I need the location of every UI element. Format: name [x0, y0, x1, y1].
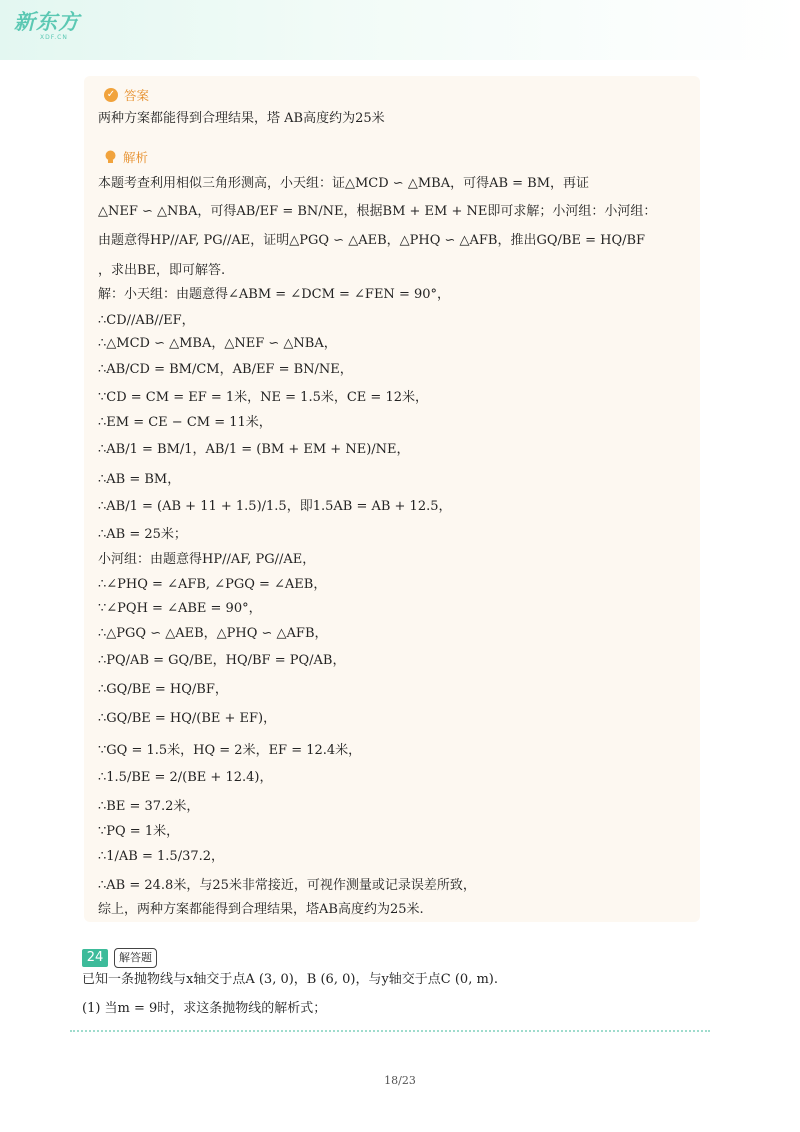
- analysis-line: ∴△MCD ∽ △MBA，△NEF ∽ △NBA，: [98, 336, 337, 351]
- analysis-line: ∴EM = CE − CM = 11米，: [98, 415, 272, 430]
- analysis-line: ∵PQ = 1米，: [98, 824, 180, 839]
- analysis-line: ∴PQ/AB = GQ/BE，HQ/BF = PQ/AB，: [98, 653, 346, 668]
- analysis-line: ∴△PGQ ∽ △AEB，△PHQ ∽ △AFB，: [98, 626, 328, 641]
- analysis-line: ∴AB = BM，: [98, 472, 181, 487]
- analysis-line: ∴GQ/BE = HQ/(BE + EF)，: [98, 711, 277, 726]
- answer-text: 两种方案都能得到合理结果，塔 AB高度约为25米: [98, 111, 385, 126]
- analysis-line: ∵CD = CM = EF = 1米，NE = 1.5米，CE = 12米，: [98, 390, 428, 405]
- analysis-heading: 解析: [104, 148, 148, 166]
- analysis-line: ∴AB = 24.8米，与25米非常接近，可视作测量或记录误差所致，: [98, 878, 476, 893]
- analysis-line: 由题意得HP//AF, PG//AE，证明△PGQ ∽ △AEB，△PHQ ∽ △AFB，推出GQ/BE = HQ/BF: [98, 233, 646, 248]
- analysis-line: 综上，两种方案都能得到合理结果，塔AB高度约为25米.: [98, 902, 424, 917]
- question-type-tag: 解答题: [114, 948, 157, 968]
- dotted-divider: [70, 1030, 710, 1032]
- answer-analysis-card: [84, 76, 700, 922]
- xdf-logo: 新东方 XDF.CN: [14, 10, 80, 41]
- analysis-line: 解：小天组：由题意得∠ABM = ∠DCM = ∠FEN = 90°，: [98, 287, 451, 302]
- question-stem: 已知一条抛物线与x轴交于点A (3, 0)，B (6, 0)，与y轴交于点C (0, m).: [82, 972, 499, 987]
- answer-heading: ✓ 答案: [104, 86, 149, 104]
- analysis-line: ∴BE = 37.2米，: [98, 799, 200, 814]
- analysis-line: ∴AB = 25米；: [98, 527, 187, 542]
- lightbulb-icon: [104, 150, 117, 165]
- analysis-line: ∴GQ/BE = HQ/BF，: [98, 682, 228, 697]
- analysis-line: ∴AB/1 = BM/1，AB/1 = (BM + EM + NE)/NE，: [98, 442, 410, 457]
- check-icon: ✓: [104, 88, 118, 102]
- analysis-line: 小河组：由题意得HP//AF, PG//AE，: [98, 552, 316, 567]
- question-part-1: (1) 当m = 9时，求这条抛物线的解析式；: [82, 1001, 327, 1016]
- analysis-line: ，求出BE，即可解答.: [98, 263, 226, 278]
- analysis-line: ∴∠PHQ = ∠AFB, ∠PGQ = ∠AEB，: [98, 577, 327, 592]
- header-band: [0, 0, 800, 60]
- page-number: 18/23: [384, 1074, 416, 1087]
- analysis-line: ∵∠PQH = ∠ABE = 90°，: [98, 601, 262, 616]
- analysis-line: ∴AB/CD = BM/CM，AB/EF = BN/NE，: [98, 362, 353, 377]
- analysis-line: ∴CD//AB//EF，: [98, 313, 195, 328]
- analysis-line: ∴1.5/BE = 2/(BE + 12.4)，: [98, 770, 273, 785]
- analysis-line: 本题考查利用相似三角形测高，小天组：证△MCD ∽ △MBA，可得AB = BM，再证: [98, 176, 590, 191]
- question-number-badge: 24: [82, 949, 108, 967]
- analysis-line: ∴AB/1 = (AB + 11 + 1.5)/1.5，即1.5AB = AB + 12.5，: [98, 499, 452, 514]
- analysis-line: △NEF ∽ △NBA，可得AB/EF = BN/NE，根据BM + EM + NE即可求解；小河组：小河组：: [98, 204, 657, 219]
- analysis-line: ∵GQ = 1.5米，HQ = 2米，EF = 12.4米，: [98, 743, 362, 758]
- analysis-line: ∴1/AB = 1.5/37.2，: [98, 849, 225, 864]
